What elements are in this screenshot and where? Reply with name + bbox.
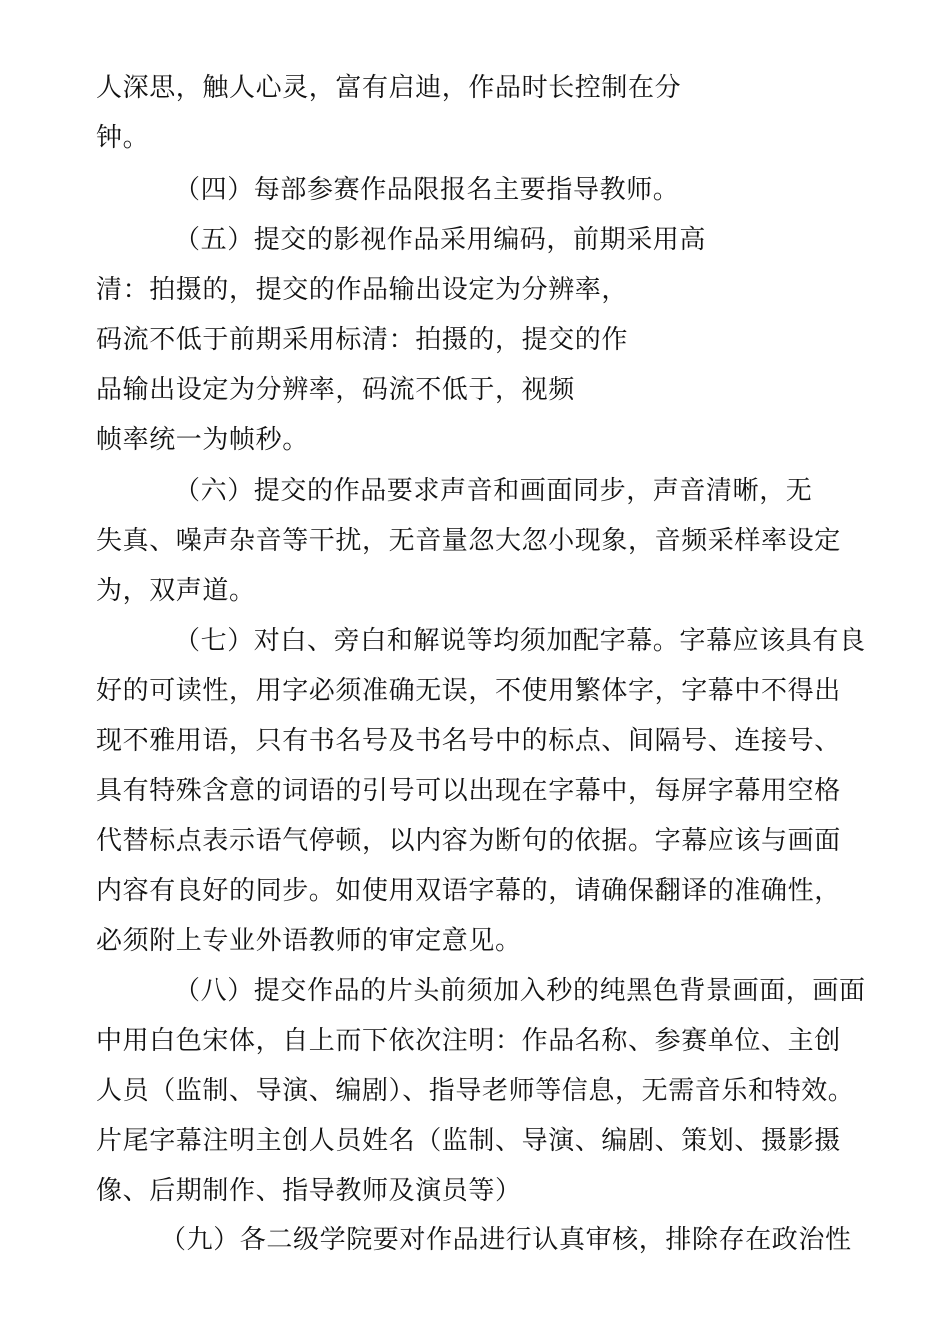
- text-line: 失真、噪声杂音等干扰，无音量忽大忽小现象，音频采样率设定: [96, 526, 841, 556]
- text-line: 内容有良好的同步。如使用双语字幕的，请确保翻译的准确性，: [96, 876, 841, 906]
- text-line: 必须附上专业外语教师的审定意见。: [96, 926, 522, 956]
- section-six-line: （六）提交的作品要求声音和画面同步，声音清晰，无: [174, 476, 813, 506]
- text-line: 码流不低于前期采用标清：拍摄的，提交的作: [96, 325, 629, 355]
- section-nine-line: （九）各二级学院要对作品进行认真审核，排除存在政治性: [160, 1225, 852, 1255]
- section-four-line: （四）每部参赛作品限报名主要指导教师。: [174, 175, 680, 205]
- section-eight-line: （八）提交作品的片头前须加入秒的纯黑色背景画面，画面: [174, 976, 866, 1006]
- text-line: 好的可读性，用字必须准确无误，不使用繁体字，字幕中不得出: [96, 676, 841, 706]
- text-line: 帧率统一为帧秒。: [96, 425, 309, 455]
- text-line: 具有特殊含意的词语的引号可以出现在字幕中，每屏字幕用空格: [96, 776, 841, 806]
- text-line: 中用白色宋体，自上而下依次注明：作品名称、参赛单位、主创: [96, 1026, 841, 1056]
- text-line: 为，双声道。: [96, 576, 256, 606]
- text-line: 现不雅用语，只有书名号及书名号中的标点、间隔号、连接号、: [96, 726, 841, 756]
- text-line: 人深思，触人心灵，富有启迪，作品时长控制在分: [96, 73, 682, 103]
- text-line: 像、后期制作、指导教师及演员等）: [96, 1176, 522, 1206]
- text-line: 钟。: [96, 123, 150, 153]
- section-seven-line: （七）对白、旁白和解说等均须加配字幕。字幕应该具有良: [174, 626, 866, 656]
- text-line: 片尾字幕注明主创人员姓名（监制、导演、编剧、策划、摄影摄: [96, 1126, 841, 1156]
- text-line: 清：拍摄的，提交的作品输出设定为分辨率，: [96, 275, 629, 305]
- text-line: 品输出设定为分辨率，码流不低于，视频: [96, 375, 575, 405]
- section-five-line: （五）提交的影视作品采用编码，前期采用高: [174, 225, 707, 255]
- text-line: 人员（监制、导演、编剧）、指导老师等信息，无需音乐和特效。: [96, 1076, 855, 1106]
- text-line: 代替标点表示语气停顿，以内容为断句的依据。字幕应该与画面: [96, 826, 841, 856]
